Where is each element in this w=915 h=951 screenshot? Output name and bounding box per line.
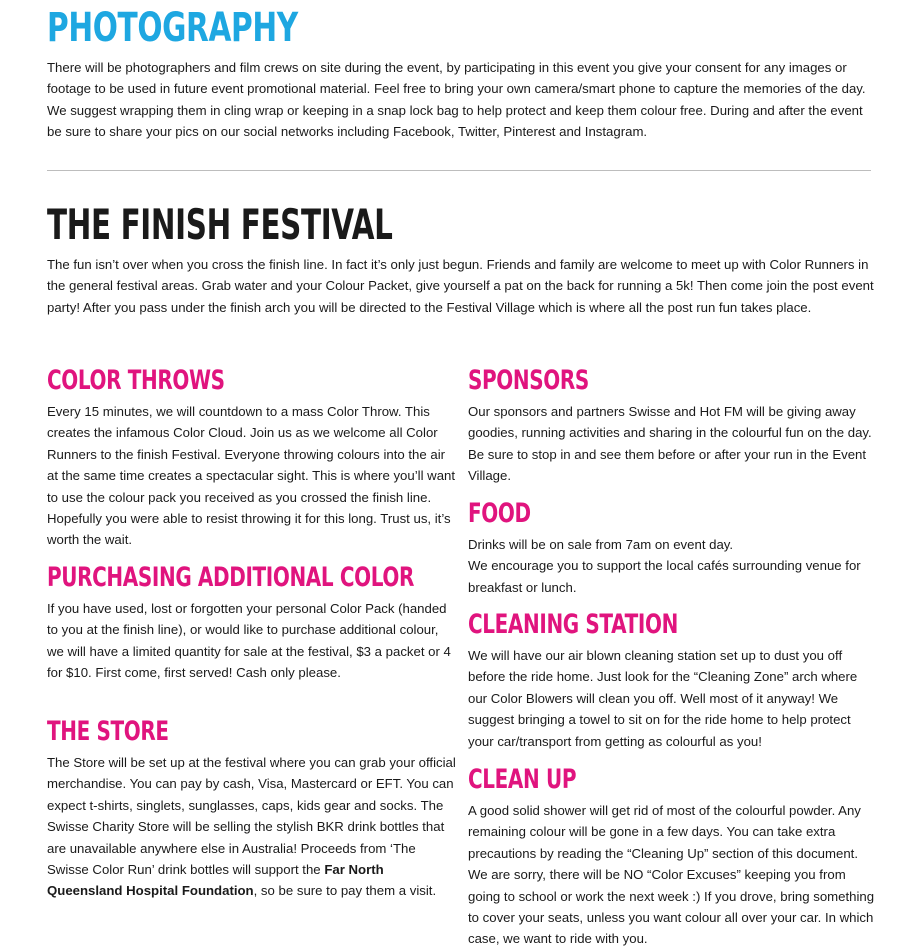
store-text-start: The Store will be set up at the festival where you can grab your official merchandise. You can pay by cash, Visa, Mastercard or EFT. You can expect t-shirts, singlets, sunglasses, caps, kids gear and socks. The Swisse Charity Store will be selling the stylish BKR drink bottles that are unavailable anywhere else in Australia! Proceeds from ‘The Swisse Color Run’ drink bottles will support the — [47, 755, 456, 878]
clean-up-text: A good solid shower will get rid of most of the colourful powder. Any remaining colour will be gone in a few days. You can take extra precautions by reading the “Cleaning Up” section of this document. We are sorry, there will be NO “Color Excuses” keeping you from going to school or work the next week :) If you drove, bring something to cover your seats, unless you want colour all over your car. In which case, we want to ride with you. — [468, 803, 875, 947]
store-section — [47, 715, 457, 902]
photography-heading: PHOTOGRAPHY — [47, 5, 298, 51]
color-throws-text: Every 15 minutes, we will countdown to a mass Color Throw. This creates the infamous Color Cloud. Join us as we welcome all Color Runners to the finish Festival. Everyone throwing colours into the air at the same time creates a spectacular sight. This is where you’ll want to use the colour pack you received as you crossed the finish line. Hopefully you were able to resist throwing it for this long. Trust us, it’s worth the wait. — [47, 404, 456, 548]
food-text — [468, 534, 878, 598]
purchasing-section — [47, 561, 457, 684]
color-throws-section — [47, 364, 457, 551]
finish-festival-text: The fun isn’t over when you cross the finish line. In fact it’s only just begun. Friends and family are welcome to meet up with Color Runners in the general festival areas. Grab water and your Colour Packet, give yourself a pat on the back for running a 5k! Then come join the post event party! After you pass under the finish arch you will be directed to the Festival Village which is where all the post run fun takes place. — [47, 257, 874, 315]
sponsors-text: Our sponsors and partners Swisse and Hot FM will be giving away goodies, running activities and sharing in the colourful fun on the day. Be sure to stop in and see them before or after your run in the Event Village. — [468, 404, 872, 484]
sponsors-heading: SPONSORS — [468, 365, 589, 396]
cleaning-station-section — [468, 608, 878, 752]
cleaning-station-heading: CLEANING STATION — [468, 609, 678, 640]
color-throws-heading: COLOR THROWS — [47, 365, 225, 396]
store-text — [47, 752, 457, 902]
section-divider — [47, 170, 871, 171]
sponsors-section — [468, 364, 878, 487]
cleaning-station-text: We will have our air blown cleaning station set up to dust you off before the ride home. Just look for the “Cleaning Zone” arch where our Color Blowers will clean you off. Well most of it anyway! We suggest bringing a towel to sit on for the ride home to help protect your car/transport from getting as colourful as you! — [468, 648, 858, 749]
food-section — [468, 497, 878, 598]
hospital-foundation-name: Far North Queensland Hospital Foundation — [47, 862, 384, 899]
clean-up-heading: CLEAN UP — [468, 764, 577, 795]
clean-up-section — [468, 763, 878, 950]
store-heading: THE STORE — [47, 716, 169, 747]
food-line-1: Drinks will be on sale from 7am on event day. — [468, 537, 734, 552]
purchasing-text: If you have used, lost or forgotten your personal Color Pack (handed to you at the finish line), or would like to purchase additional colour, we will have a limited quantity for sale at the festival, $3 a packet or 4 for $10. First come, first served! Cash only please. — [47, 601, 451, 681]
photography-text: There will be photographers and film crews on site during the event, by participating in this event you give your consent for any images or footage to be used in future event promotional material. Feel free to bring your own camera/smart phone to capture the memories of the day. We suggest wrapping them in cling wrap or keeping in a snap lock bag to help protect and keep them colour free. During and after the event be sure to share your pics on our social networks including Facebook, Twitter, Pinterest and Instagram. — [47, 60, 866, 140]
store-text-end: , so be sure to pay them a visit. — [253, 883, 437, 899]
finish-festival-heading: THE FINISH FESTIVAL — [47, 200, 393, 249]
food-line-2: We encourage you to support the local cafés surrounding venue for breakfast or lunch. — [468, 558, 861, 595]
food-heading: FOOD — [468, 498, 531, 529]
purchasing-heading: PURCHASING ADDITIONAL COLOR — [47, 562, 415, 593]
